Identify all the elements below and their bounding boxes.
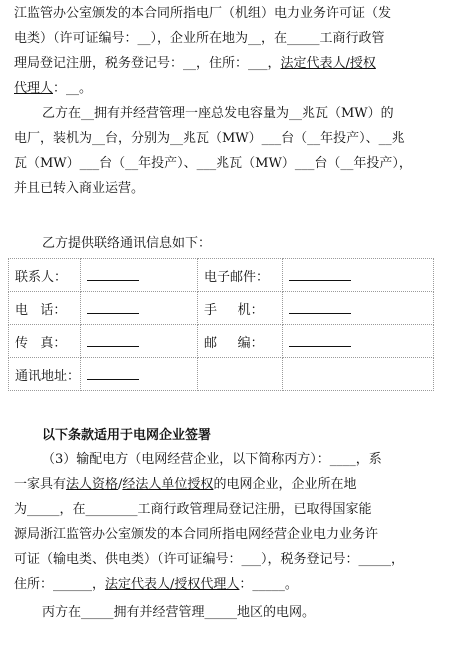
para1-line1: 江监管办公室颁发的本合同所指电厂（机组）电力业务许可证（发: [14, 6, 392, 21]
para2-line2: 电厂，装机为__台，分别为__兆瓦（MW）___台（__年投产）、__兆: [14, 131, 405, 146]
contact-table: [8, 258, 434, 391]
blank-line: [87, 299, 139, 314]
fax-field: [81, 325, 198, 358]
authorized-link: 经法人单位授权: [122, 477, 214, 492]
blank-line: [289, 299, 351, 314]
post-field: [283, 325, 434, 358]
table-row: [9, 325, 434, 358]
legal-rep-agent-link: 法定代表人/授权代理人: [105, 577, 240, 592]
slash: /: [118, 477, 123, 492]
para3-line6-a: 住所：______，: [14, 577, 106, 592]
para3-line6: [14, 577, 298, 593]
empty-cell: [283, 358, 434, 391]
para2-line3: 瓦（MW）___台（__年投产）、___兆瓦（MW）___台（__年投产），: [14, 156, 412, 171]
para3-line2: [14, 477, 356, 493]
para1-line3: [14, 56, 376, 72]
phone-field: [81, 292, 198, 325]
mobile-label: 手 机：: [198, 292, 283, 325]
para3-line3: 为_____，在________工商行政管理局登记注册，已取得国家能: [14, 502, 372, 517]
para1-line2: 电类）（许可证编号：__），企业所在地为__，在_____工商行政管: [14, 31, 385, 46]
para3-line2-e: 的电网企业，企业所在地: [213, 477, 357, 492]
para2-line4: 并且已转入商业运营。: [14, 181, 145, 196]
para2-line1: 乙方在__拥有并经营管理一座总发电容量为__兆瓦（MW）的: [42, 106, 394, 121]
para3-line5: 可证（输电类、供电类）（许可证编号：___），税务登记号：_____，: [14, 552, 405, 567]
para3-line1: （3）输配电方（电网经营企业，以下简称丙方）：____，系: [42, 452, 382, 467]
agent-value: ：__。: [53, 81, 93, 96]
blank-line: [289, 266, 351, 281]
blank-line: [87, 266, 139, 281]
para3-line7: 丙方在_____拥有并经营管理_____地区的电网。: [42, 605, 316, 620]
address-field: [81, 358, 198, 391]
blank-line: [87, 332, 139, 347]
mobile-field: [283, 292, 434, 325]
email-field: [283, 259, 434, 292]
fax-label: 传 真：: [9, 325, 81, 358]
table-row: [9, 358, 434, 391]
legal-rep-link: 法定代表人/授权: [280, 56, 376, 71]
agent-label: 代理人: [14, 81, 54, 96]
legal-person-link: 法人资格: [66, 477, 119, 492]
post-label: 邮 编：: [198, 325, 283, 358]
para1-line4: [14, 81, 92, 97]
para3-line6-c: ：_____。: [239, 577, 298, 592]
address-label: 通讯地址：: [9, 358, 81, 391]
blank-line: [87, 365, 139, 380]
table-row: [9, 259, 434, 292]
para1-line3-text: 理局登记注册，税务登记号：__，住所：___，: [14, 56, 281, 71]
phone-label: 电 话：: [9, 292, 81, 325]
para3-line4: 源局浙江监管办公室颁发的本合同所指电网经营企业电力业务许: [14, 527, 379, 542]
email-label: 电子邮件：: [198, 259, 283, 292]
para3-line2-a: 一家具有: [14, 477, 67, 492]
grid-section-heading: 以下条款适用于电网企业签署: [42, 428, 212, 443]
contact-person-field: [81, 259, 198, 292]
empty-cell: [198, 358, 283, 391]
blank-line: [289, 332, 351, 347]
contact-person-label: 联系人：: [9, 259, 81, 292]
contact-intro: 乙方提供联络通讯信息如下：: [42, 236, 212, 251]
table-row: [9, 292, 434, 325]
